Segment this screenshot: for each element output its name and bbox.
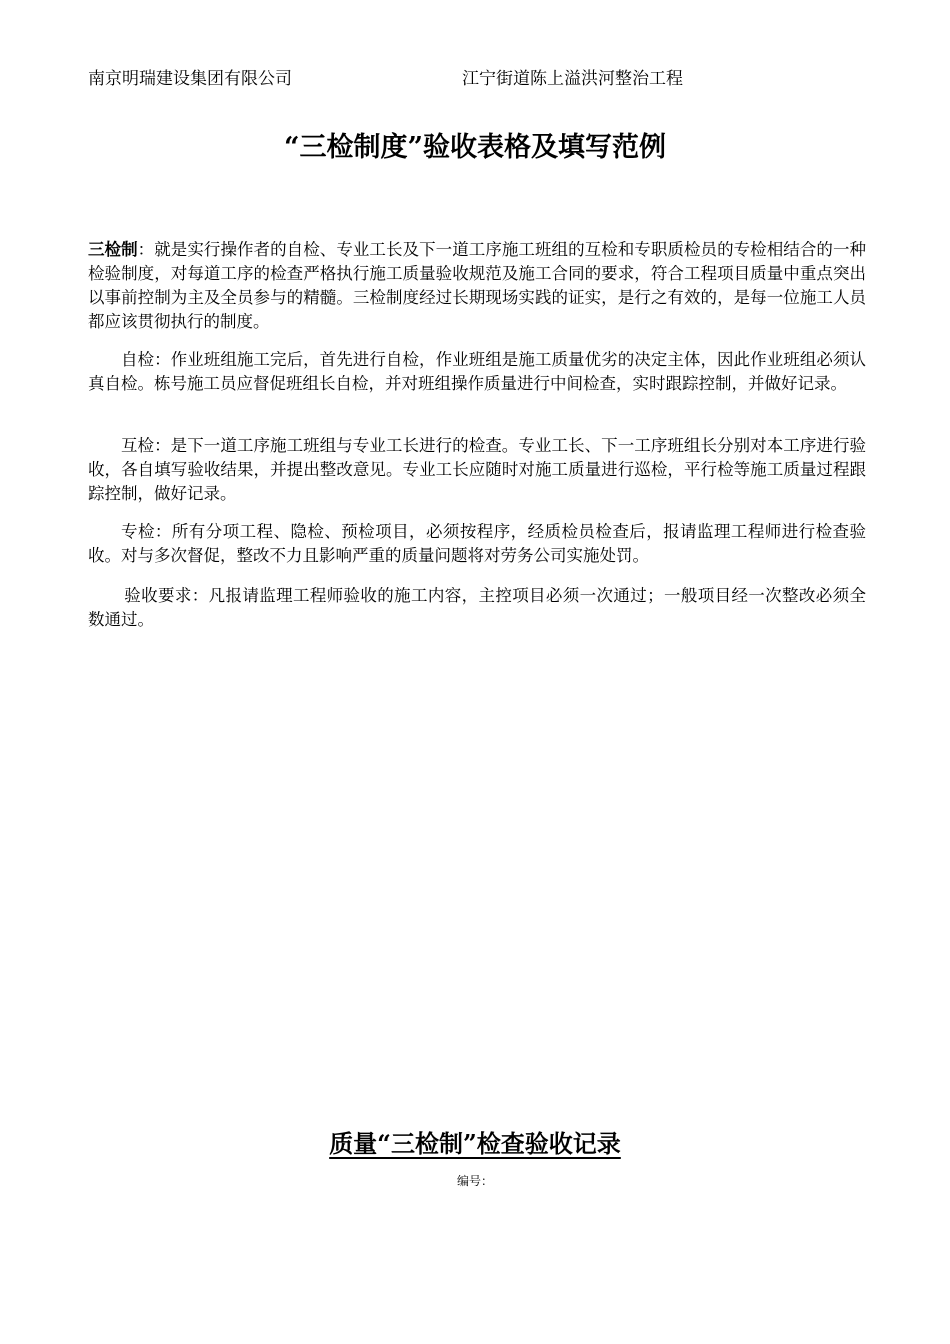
intro-body: ：就是实行操作者的自检、专业工长及下一道工序施工班组的互检和专职质检员的专检相结合的一种检验制度，对每道工序的检查严格执行施工质量验收规范及施工合同的要求，符合工程项目质量中重点突出以事前控制为主及全员参与的精髓。三检制度经过长期现场实践的证实，是行之有效的，是每一位施工人员都应该贯彻执行的制度。 bbox=[88, 240, 867, 331]
mutual-check-paragraph: 互检：是下一道工序施工班组与专业工长进行的检查。专业工长、下一工序班组长分别对本工序进行验收，各自填写验收结果，并提出整改意见。专业工长应随时对施工质量进行巡检，平行检等施工质量过程跟踪控制，做好记录。 bbox=[88, 436, 866, 503]
document-title: “三检制度”验收表格及填写范例 bbox=[283, 132, 667, 163]
project-name: 江宁街道陈上溢洪河整治工程 bbox=[462, 69, 683, 89]
self-check-paragraph: 自检：作业班组施工完后，首先进行自检，作业班组是施工质量优劣的决定主体，因此作业班组必须认真自检。栋号施工员应督促班组长自检，并对班组操作质量进行中间检查，实时跟踪控制，并做好记录。 bbox=[88, 350, 866, 393]
requirement-paragraph: 验收要求：凡报请监理工程师验收的施工内容，主控项目必须一次通过；一般项目经一次整改必须全数通过。 bbox=[88, 586, 866, 629]
special-check-paragraph: 专检：所有分项工程、隐检、预检项目，必须按程序，经质检员检查后，报请监理工程师进行检查验收。对与多次督促，整改不力且影响严重的质量问题将对劳务公司实施处罚。 bbox=[88, 522, 866, 565]
record-title: 质量“三检制”检查验收记录 bbox=[329, 1129, 621, 1158]
serial-number-label: 编号： bbox=[456, 1174, 493, 1188]
intro-term: 三检制 bbox=[88, 240, 138, 259]
company-name: 南京明瑞建设集团有限公司 bbox=[88, 69, 292, 89]
intro-paragraph bbox=[88, 238, 866, 334]
